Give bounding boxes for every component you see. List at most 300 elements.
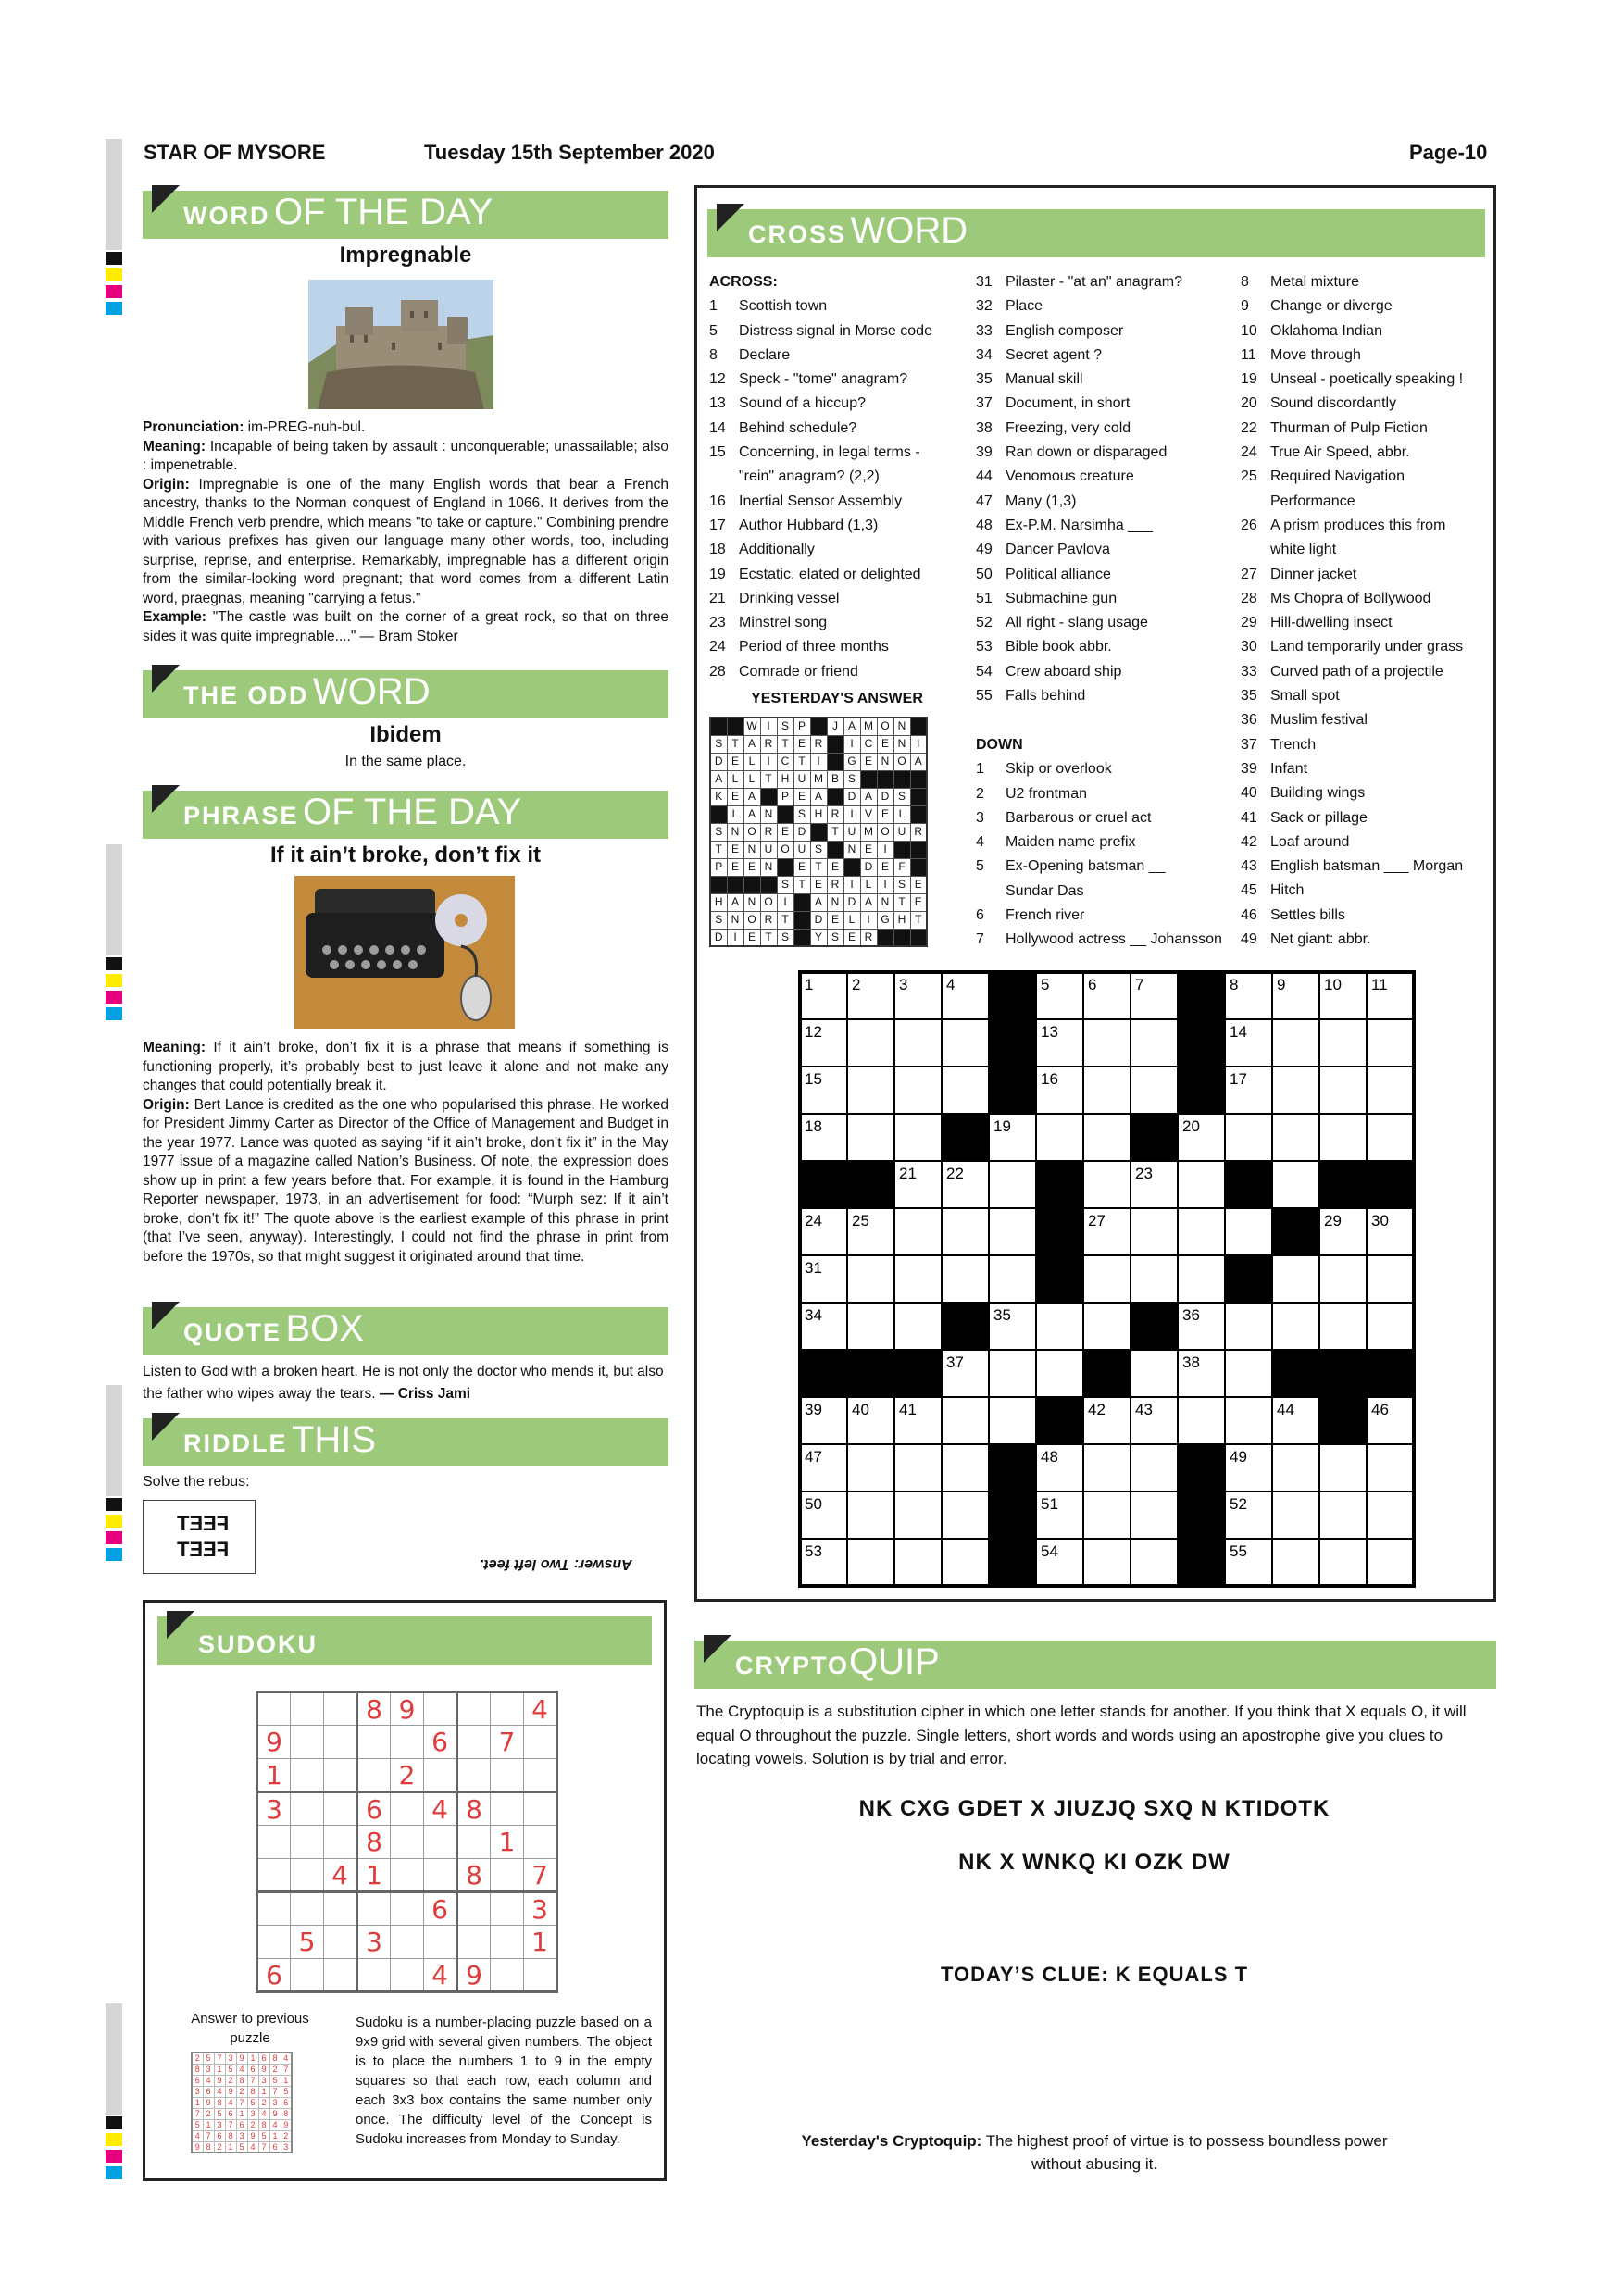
- sudoku-cell[interactable]: [491, 1959, 524, 1992]
- clue-text: Performance: [1270, 493, 1355, 509]
- answer-cell: I: [860, 911, 877, 929]
- crossword-cell[interactable]: [1036, 1350, 1083, 1397]
- answer-cell: 5: [258, 2130, 269, 2141]
- crossword-cell[interactable]: [1319, 1491, 1367, 1539]
- answer-cell: 6: [258, 2053, 269, 2064]
- crossword-cell[interactable]: [942, 1019, 989, 1067]
- answer-cell: I: [910, 735, 927, 753]
- crossword-cell[interactable]: [847, 1067, 894, 1114]
- answer-cell: R: [760, 823, 777, 841]
- crossword-cell[interactable]: [1367, 1255, 1414, 1303]
- banner-small-text: CROSS: [748, 220, 847, 248]
- crossword-cell[interactable]: [1083, 1255, 1131, 1303]
- crossword-cell[interactable]: [894, 1208, 942, 1255]
- crossword-cell[interactable]: [1083, 1019, 1131, 1067]
- black-square: [800, 1161, 847, 1208]
- crossword-cell[interactable]: [1319, 1019, 1367, 1067]
- sudoku-cell[interactable]: [524, 1826, 557, 1859]
- crossword-cell[interactable]: [1272, 1444, 1319, 1491]
- clue-number: 28: [1241, 590, 1257, 606]
- crossword-cell[interactable]: [894, 1255, 942, 1303]
- clue-number: 33: [1241, 663, 1257, 680]
- clue-text: Unseal - poetically speaking !: [1270, 371, 1464, 388]
- black-square: [894, 1350, 942, 1397]
- crossword-cell[interactable]: [847, 1303, 894, 1350]
- crossword-cell[interactable]: [1272, 1303, 1319, 1350]
- sudoku-cell[interactable]: [424, 1759, 457, 1792]
- answer-cell: M: [860, 718, 877, 735]
- clue-row: [976, 441, 1235, 465]
- clue-row: [976, 587, 1235, 611]
- crossword-cell[interactable]: [1319, 1067, 1367, 1114]
- answer-cell: 7: [203, 2130, 214, 2141]
- sudoku-cell[interactable]: [291, 1726, 324, 1759]
- clue-text: Inertial Sensor Assembly: [739, 493, 903, 509]
- crossword-cell[interactable]: [1319, 1114, 1367, 1161]
- crossword-cell[interactable]: [1083, 1444, 1131, 1491]
- clue-text: English composer: [1006, 322, 1124, 339]
- black-square: [1319, 1350, 1367, 1397]
- sudoku-cell[interactable]: [457, 1926, 491, 1959]
- clue-text: A prism produces this from: [1270, 517, 1446, 533]
- clue-row: [1241, 781, 1491, 805]
- answer-cell: 7: [192, 2108, 203, 2119]
- answer-cell: S: [827, 929, 843, 946]
- clue-text: Muslim festival: [1270, 712, 1368, 729]
- label: Meaning:: [143, 438, 206, 455]
- crossword-cell[interactable]: [942, 1208, 989, 1255]
- crossword-cell[interactable]: [894, 1491, 942, 1539]
- crossword-cell[interactable]: [894, 1539, 942, 1586]
- sudoku-cell[interactable]: [291, 1859, 324, 1892]
- answer-cell: [810, 718, 827, 735]
- sudoku-cell[interactable]: [291, 1959, 324, 1992]
- sudoku-answer-label: Answer to previous puzzle: [191, 2011, 309, 2046]
- sudoku-cell[interactable]: [424, 1859, 457, 1892]
- answer-cell: U: [843, 823, 860, 841]
- clue-row: [976, 904, 1235, 928]
- clue-row: [976, 490, 1235, 514]
- answer-cell: H: [777, 770, 793, 788]
- crossword-cell[interactable]: [1367, 1067, 1414, 1114]
- sudoku-cell[interactable]: [491, 1859, 524, 1892]
- answer-cell: 2: [203, 2108, 214, 2119]
- clue-row: [1241, 294, 1491, 318]
- crossword-cell[interactable]: [1083, 1067, 1131, 1114]
- sudoku-cell[interactable]: [491, 1892, 524, 1926]
- sudoku-cell[interactable]: [324, 1826, 357, 1859]
- answer-cell: 8: [225, 2130, 236, 2141]
- crossword-cell[interactable]: [1272, 1019, 1319, 1067]
- clue-text: Sound of a hiccup?: [739, 395, 866, 412]
- clue-row: [976, 538, 1235, 562]
- crossword-cell[interactable]: [1131, 1067, 1178, 1114]
- crossword-cell[interactable]: [1272, 1161, 1319, 1208]
- clue-number: 50: [976, 566, 993, 582]
- clue-row: [1241, 879, 1491, 903]
- answer-cell: 6: [236, 2119, 247, 2130]
- crossword-cell[interactable]: [1083, 1114, 1131, 1161]
- answer-cell: T: [777, 735, 793, 753]
- clue-number: 37: [976, 395, 993, 412]
- sudoku-cell[interactable]: [357, 1759, 391, 1792]
- sudoku-cell[interactable]: [457, 1892, 491, 1926]
- clue-row: [976, 392, 1235, 416]
- sudoku-cell[interactable]: [391, 1726, 424, 1759]
- black-square: [942, 1303, 989, 1350]
- sudoku-cell[interactable]: [524, 1759, 557, 1792]
- answer-cell: R: [810, 735, 827, 753]
- sudoku-cell[interactable]: [291, 1759, 324, 1792]
- page-number: Page-10: [1409, 141, 1488, 164]
- sudoku-cell[interactable]: [424, 1926, 457, 1959]
- answer-cell: 9: [236, 2053, 247, 2064]
- crossword-cell[interactable]: [1131, 1019, 1178, 1067]
- answer-cell: N: [893, 735, 910, 753]
- clue-number: 54: [976, 663, 993, 680]
- corner-mark-icon: [152, 665, 180, 693]
- answer-cell: 9: [214, 2075, 225, 2086]
- across-clues-col1: [709, 270, 968, 684]
- cell-number: 41: [899, 1401, 917, 1418]
- crossword-cell[interactable]: [1131, 1491, 1178, 1539]
- crossword-cell[interactable]: [1225, 1208, 1272, 1255]
- answer-cell: U: [793, 770, 810, 788]
- sudoku-cell[interactable]: [324, 1726, 357, 1759]
- clue-number: 16: [709, 493, 726, 509]
- clue-number: 21: [709, 590, 726, 606]
- answer-cell: [793, 929, 810, 946]
- clue-text: Ex-P.M. Narsimha ___: [1006, 517, 1153, 533]
- sudoku-cell[interactable]: [291, 1692, 324, 1726]
- sudoku-cell[interactable]: [524, 1726, 557, 1759]
- clue-text: Ms Chopra of Bollywood: [1270, 590, 1431, 606]
- clue-row: [1241, 635, 1491, 659]
- answer-cell: E: [727, 841, 743, 858]
- answer-cell: 2: [214, 2141, 225, 2152]
- crossword-cell[interactable]: [894, 1303, 942, 1350]
- crossword-cell[interactable]: [1225, 1397, 1272, 1444]
- clue-number: 23: [709, 615, 726, 631]
- answer-cell: 9: [247, 2130, 258, 2141]
- answer-cell: E: [827, 858, 843, 876]
- crossword-cell[interactable]: [989, 1208, 1036, 1255]
- registration-bar: [106, 139, 122, 250]
- crossword-cell[interactable]: [1319, 1539, 1367, 1586]
- cell-number: 6: [1088, 976, 1097, 993]
- sudoku-cell[interactable]: [324, 1892, 357, 1926]
- sudoku-cell[interactable]: [424, 1826, 457, 1859]
- answer-cell: 3: [192, 2086, 203, 2097]
- crossword-cell[interactable]: [1319, 1303, 1367, 1350]
- clue-text: white light: [1270, 542, 1337, 558]
- clue-row: [1241, 563, 1491, 587]
- crossword-cell[interactable]: [1272, 1067, 1319, 1114]
- registration-mark: [106, 957, 122, 970]
- clue-number: 18: [709, 542, 726, 558]
- clue-number: 22: [1241, 419, 1257, 436]
- clue-number: 49: [1241, 931, 1257, 948]
- cell-number: 22: [946, 1165, 964, 1182]
- crossword-cell[interactable]: [1036, 1303, 1083, 1350]
- crossword-cell[interactable]: [1367, 1303, 1414, 1350]
- clue-number: 44: [976, 468, 993, 485]
- crossword-cell[interactable]: [942, 1255, 989, 1303]
- clue-number: 9: [1241, 298, 1249, 315]
- answer-cell: [760, 788, 777, 805]
- answer-cell: E: [827, 911, 843, 929]
- answer-cell: [910, 788, 927, 805]
- clue-number: 10: [1241, 322, 1257, 339]
- answer-cell: 4: [269, 2119, 281, 2130]
- crossword-cell[interactable]: [1367, 1491, 1414, 1539]
- cell-number: 20: [1182, 1117, 1200, 1135]
- crossword-cell[interactable]: [847, 1255, 894, 1303]
- crossword-cell[interactable]: [1131, 1255, 1178, 1303]
- sudoku-cell[interactable]: [491, 1759, 524, 1792]
- label: Origin:: [143, 1096, 190, 1113]
- sudoku-cell[interactable]: [391, 1926, 424, 1959]
- sudoku-cell[interactable]: [357, 1959, 391, 1992]
- answer-cell: O: [743, 823, 760, 841]
- crossword-cell[interactable]: [1367, 1539, 1414, 1586]
- corner-mark-icon: [152, 1413, 180, 1441]
- sudoku-cell[interactable]: [391, 1792, 424, 1826]
- crossword-cell[interactable]: [942, 1444, 989, 1491]
- clue-number: 26: [1241, 517, 1257, 533]
- sudoku-cell[interactable]: [257, 1859, 291, 1892]
- crossword-cell[interactable]: [1083, 1491, 1131, 1539]
- clue-row: [976, 855, 1235, 879]
- crossword-cell[interactable]: [989, 1350, 1036, 1397]
- crossword-cell[interactable]: [1131, 1444, 1178, 1491]
- odd-word-banner: [143, 670, 668, 718]
- cell-number: 1: [805, 976, 814, 993]
- sudoku-cell[interactable]: [457, 1692, 491, 1726]
- clue-row: [976, 806, 1235, 830]
- sudoku-cell[interactable]: [391, 1826, 424, 1859]
- answer-cell: 7: [214, 2053, 225, 2064]
- crossword-cell[interactable]: [1225, 1114, 1272, 1161]
- sudoku-cell[interactable]: [391, 1892, 424, 1926]
- crossword-cell[interactable]: [989, 1161, 1036, 1208]
- sudoku-cell[interactable]: [324, 1926, 357, 1959]
- answer-cell: [860, 770, 877, 788]
- crossword-cell[interactable]: [1131, 1208, 1178, 1255]
- registration-mark: [106, 268, 122, 281]
- answer-cell: 1: [269, 2130, 281, 2141]
- answer-cell: O: [877, 718, 893, 735]
- answer-cell: 7: [225, 2119, 236, 2130]
- crossword-cell[interactable]: [1272, 1114, 1319, 1161]
- answer-cell: T: [727, 735, 743, 753]
- answer-cell: E: [860, 841, 877, 858]
- clue-text: True Air Speed, abbr.: [1270, 444, 1410, 461]
- clue-row: [1241, 708, 1491, 732]
- clue-number: 25: [1241, 468, 1257, 485]
- answer-cell: 8: [203, 2141, 214, 2152]
- sudoku-cell: 8: [457, 1859, 491, 1892]
- sudoku-cell[interactable]: [524, 1959, 557, 1992]
- clue-text: Additionally: [739, 542, 815, 558]
- crossword-cell[interactable]: [942, 1067, 989, 1114]
- crossword-cell[interactable]: [1178, 1255, 1225, 1303]
- sudoku-cell[interactable]: [324, 1792, 357, 1826]
- answer-cell: A: [843, 718, 860, 735]
- answer-cell: 9: [281, 2119, 292, 2130]
- crossword-cell[interactable]: [942, 1397, 989, 1444]
- clue-text: Loaf around: [1270, 833, 1350, 850]
- clue-row: [1241, 465, 1491, 489]
- answer-cell: E: [877, 735, 893, 753]
- cell-number: 30: [1371, 1212, 1389, 1229]
- crossword-cell[interactable]: [1367, 1114, 1414, 1161]
- answer-cell: 4: [258, 2108, 269, 2119]
- crossword-cell[interactable]: [847, 1444, 894, 1491]
- crossword-cell[interactable]: [1319, 1255, 1367, 1303]
- cell-number: 48: [1041, 1448, 1058, 1466]
- answer-cell: 4: [214, 2086, 225, 2097]
- sudoku-cell[interactable]: [457, 1826, 491, 1859]
- crossword-cell[interactable]: [1036, 1114, 1083, 1161]
- sudoku-cell[interactable]: [457, 1759, 491, 1792]
- crossword-cell[interactable]: [989, 1397, 1036, 1444]
- sudoku-cell[interactable]: [257, 1826, 291, 1859]
- crossword-cell[interactable]: [942, 1539, 989, 1586]
- answer-cell: T: [760, 929, 777, 946]
- crossword-cell[interactable]: [1225, 1303, 1272, 1350]
- cell-number: 39: [805, 1401, 822, 1418]
- cell-number: 13: [1041, 1023, 1058, 1041]
- answer-cell: S: [793, 805, 810, 823]
- cell-number: 40: [852, 1401, 869, 1418]
- sudoku-cell[interactable]: [257, 1892, 291, 1926]
- clue-number: 8: [709, 346, 718, 363]
- phrase-title: If it ain’t broke, don’t fix it: [270, 842, 541, 867]
- answer-cell: W: [743, 718, 760, 735]
- crossword-cell[interactable]: [894, 1444, 942, 1491]
- clue-row: [976, 465, 1235, 489]
- clue-row: [709, 294, 968, 318]
- crossword-cell[interactable]: [1367, 1444, 1414, 1491]
- answer-cell: 9: [225, 2086, 236, 2097]
- crossword-cell[interactable]: [894, 1019, 942, 1067]
- answer-cell: T: [793, 876, 810, 893]
- crossword-cell[interactable]: [1178, 1208, 1225, 1255]
- crossword-cell[interactable]: [1178, 1161, 1225, 1208]
- sudoku-cell[interactable]: [291, 1792, 324, 1826]
- black-square: [1036, 1397, 1083, 1444]
- crossword-cell[interactable]: [847, 1019, 894, 1067]
- answer-cell: L: [727, 805, 743, 823]
- cell-number: 2: [852, 976, 861, 993]
- crossword-cell[interactable]: [1083, 1161, 1131, 1208]
- crossword-cell[interactable]: [1272, 1255, 1319, 1303]
- crossword-cell[interactable]: [942, 1491, 989, 1539]
- clue-number: 2: [976, 785, 984, 802]
- crossword-cell[interactable]: [1178, 1397, 1225, 1444]
- answer-cell: 1: [281, 2075, 292, 2086]
- clue-text: Falls behind: [1006, 688, 1086, 705]
- answer-cell: 8: [236, 2075, 247, 2086]
- crossword-cell[interactable]: [847, 1491, 894, 1539]
- sudoku-cell[interactable]: [324, 1759, 357, 1792]
- answer-cell: [843, 858, 860, 876]
- label: Example:: [143, 609, 206, 625]
- crossword-cell[interactable]: [1131, 1350, 1178, 1397]
- sudoku-cell[interactable]: [491, 1926, 524, 1959]
- black-square: [1131, 1114, 1178, 1161]
- banner-small-text: SUDOKU: [198, 1630, 319, 1658]
- crossword-cell[interactable]: [894, 1114, 942, 1161]
- answer-cell: E: [793, 858, 810, 876]
- answer-cell: N: [743, 893, 760, 911]
- sudoku-cell[interactable]: [257, 1926, 291, 1959]
- crossword-cell[interactable]: [847, 1114, 894, 1161]
- sudoku-cell[interactable]: [291, 1892, 324, 1926]
- clue-row: [1241, 538, 1491, 562]
- sudoku-cell[interactable]: [457, 1726, 491, 1759]
- clue-text: Many (1,3): [1006, 493, 1077, 509]
- clue-row: [1241, 270, 1491, 294]
- clue-row: [1241, 490, 1491, 514]
- answer-cell: T: [827, 823, 843, 841]
- crossword-cell[interactable]: [1083, 1303, 1131, 1350]
- sudoku-cell[interactable]: [424, 1692, 457, 1726]
- clue-text: Metal mixture: [1270, 274, 1360, 290]
- clue-text: Behind schedule?: [739, 419, 857, 436]
- clue-number: 48: [976, 517, 993, 533]
- clue-number: 49: [976, 542, 993, 558]
- sudoku-cell[interactable]: [391, 1959, 424, 1992]
- sudoku-cell[interactable]: [291, 1826, 324, 1859]
- crossword-cell[interactable]: [1131, 1539, 1178, 1586]
- sudoku-cell: 6: [424, 1726, 457, 1759]
- answer-cell: 4: [225, 2097, 236, 2108]
- cell-number: 3: [899, 976, 908, 993]
- sudoku-cell[interactable]: [491, 1792, 524, 1826]
- clue-number: 39: [1241, 760, 1257, 777]
- sudoku-cell[interactable]: [324, 1959, 357, 1992]
- clue-text: Sack or pillage: [1270, 809, 1368, 826]
- rebus-word: FEET: [177, 1538, 230, 1561]
- answer-cell: T: [760, 770, 777, 788]
- sudoku-cell[interactable]: [257, 1692, 291, 1726]
- sudoku-cell[interactable]: [357, 1892, 391, 1926]
- sudoku-cell[interactable]: [491, 1692, 524, 1726]
- sudoku-cell[interactable]: [524, 1792, 557, 1826]
- crossword-cell[interactable]: [894, 1067, 942, 1114]
- cell-number: 46: [1371, 1401, 1389, 1418]
- sudoku-cell[interactable]: [324, 1692, 357, 1726]
- crossword-cell[interactable]: [1272, 1491, 1319, 1539]
- crossword-cell[interactable]: [1272, 1539, 1319, 1586]
- crossword-cell[interactable]: [1319, 1444, 1367, 1491]
- answer-cell: K: [710, 788, 727, 805]
- crossword-cell[interactable]: [1225, 1350, 1272, 1397]
- banner-small-text: CRYPTO: [735, 1652, 850, 1679]
- sudoku-cell[interactable]: [357, 1726, 391, 1759]
- sudoku-cell[interactable]: [391, 1859, 424, 1892]
- crossword-cell[interactable]: [989, 1255, 1036, 1303]
- sudoku-cell: 4: [524, 1692, 557, 1726]
- clue-text: Building wings: [1270, 785, 1366, 802]
- crossword-cell[interactable]: [1367, 1019, 1414, 1067]
- crossword-cell[interactable]: [1083, 1539, 1131, 1586]
- cell-number: 7: [1135, 976, 1144, 993]
- crossword-cell[interactable]: [847, 1539, 894, 1586]
- corner-mark-icon: [152, 185, 180, 213]
